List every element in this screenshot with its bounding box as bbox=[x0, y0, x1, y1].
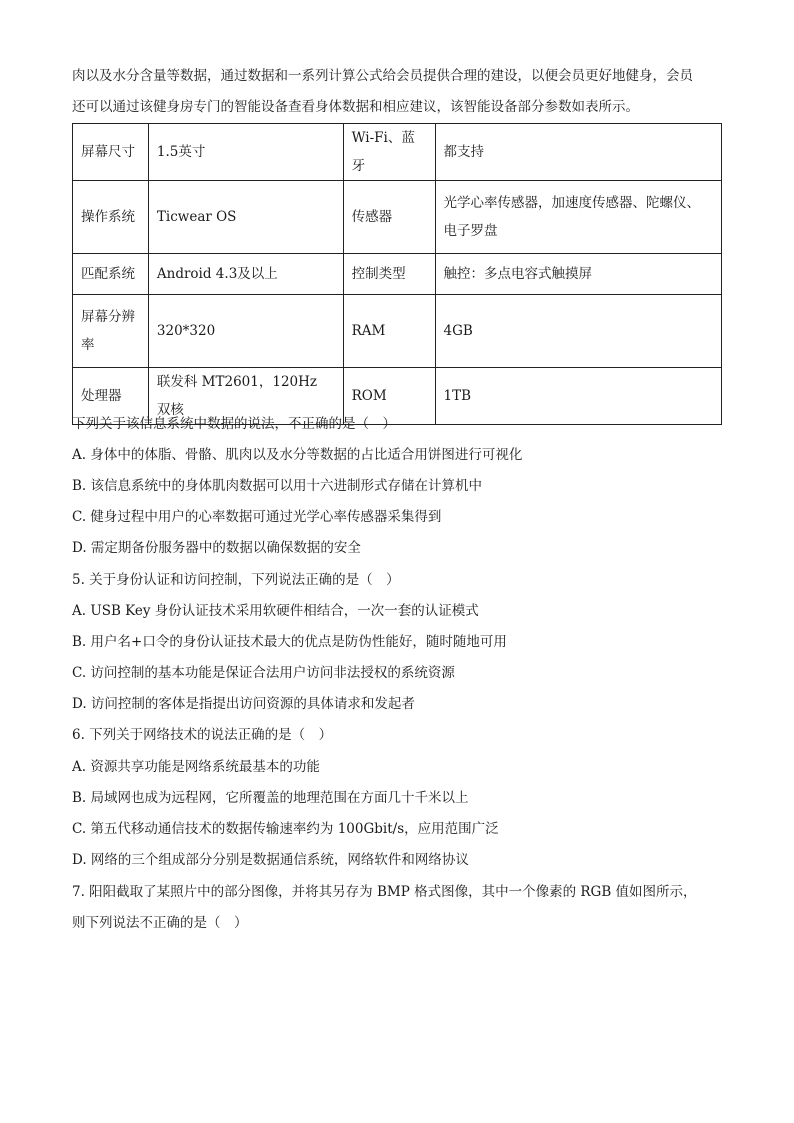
intro-line-2: 还可以通过该健身房专门的智能设备查看身体数据和相应建议，该智能设备部分参数如表所示。 bbox=[72, 99, 639, 115]
table-cell-key: RAM bbox=[343, 295, 435, 368]
table-cell-key: 匹配系统 bbox=[73, 254, 149, 295]
question-4-option-b: B. 该信息系统中的身体肌肉数据可以用十六进制形式存储在计算机中 bbox=[72, 478, 483, 494]
table-cell-key: 屏幕尺寸 bbox=[73, 124, 149, 181]
question-4-option-d: D. 需定期备份服务器中的数据以确保数据的安全 bbox=[72, 540, 361, 556]
question-5-option-c: C. 访问控制的基本功能是保证合法用户访问非法授权的系统资源 bbox=[72, 665, 455, 681]
question-6-option-a: A. 资源共享功能是网络系统最基本的功能 bbox=[72, 759, 320, 775]
question-6-option-c: C. 第五代移动通信技术的数据传输速率约为 100Gbit/s，应用范围广泛 bbox=[72, 821, 499, 837]
question-7-line-1: 7. 阳阳截取了某照片中的部分图像，并将其另存为 BMP 格式图像，其中一个像素的 RGB 值如图所示， bbox=[72, 884, 697, 900]
table-cell-value: 4GB bbox=[435, 295, 721, 368]
question-5-stem: 5. 关于身份认证和访问控制，下列说法正确的是（ ） bbox=[72, 572, 400, 588]
table-cell-value: 都支持 bbox=[435, 124, 721, 181]
table-cell-key: 处理器 bbox=[73, 368, 149, 425]
question-4-option-c: C. 健身过程中用户的心率数据可通过光学心率传感器采集得到 bbox=[72, 509, 442, 525]
question-4-stem: 下列关于该信息系统中数据的说法，不正确的是（ ） bbox=[72, 416, 396, 432]
spec-table bbox=[72, 123, 722, 425]
table-cell-value: 光学心率传感器，加速度传感器、陀螺仪、电子罗盘 bbox=[435, 181, 721, 254]
table-cell-value: 320*320 bbox=[148, 295, 343, 368]
table-row bbox=[73, 254, 722, 295]
table-cell-value: Ticwear OS bbox=[148, 181, 343, 254]
question-5-option-b: B. 用户名+口令的身份认证技术最大的优点是防伪性能好，随时随地可用 bbox=[72, 634, 507, 650]
table-cell-key: 控制类型 bbox=[343, 254, 435, 295]
table-cell-key: 传感器 bbox=[343, 181, 435, 254]
table-cell-key: ROM bbox=[343, 368, 435, 425]
table-cell-value: 触控：多点电容式触摸屏 bbox=[435, 254, 721, 295]
question-6-option-b: B. 局域网也成为远程网，它所覆盖的地理范围在方面几十千米以上 bbox=[72, 790, 469, 806]
table-cell-key: 操作系统 bbox=[73, 181, 149, 254]
table-row bbox=[73, 124, 722, 181]
table-cell-key: 屏幕分辨率 bbox=[73, 295, 149, 368]
table-row bbox=[73, 181, 722, 254]
question-6-option-d: D. 网络的三个组成部分分别是数据通信系统，网络软件和网络协议 bbox=[72, 852, 469, 868]
table-cell-value: 1.5英寸 bbox=[148, 124, 343, 181]
question-4-option-a: A. 身体中的体脂、骨骼、肌肉以及水分等数据的占比适合用饼图进行可视化 bbox=[72, 447, 523, 463]
question-5-option-a: A. USB Key 身份认证技术采用软硬件相结合，一次一套的认证模式 bbox=[72, 603, 479, 619]
table-cell-key: Wi-Fi、蓝牙 bbox=[343, 124, 435, 181]
table-cell-value: 联发科 MT2601，120Hz 双核 bbox=[148, 368, 343, 425]
question-6-stem: 6. 下列关于网络技术的说法正确的是（ ） bbox=[72, 727, 333, 743]
table-cell-value: Android 4.3及以上 bbox=[148, 254, 343, 295]
question-7-line-2: 则下列说法不正确的是（ ） bbox=[72, 915, 248, 931]
table-cell-value: 1TB bbox=[435, 368, 721, 425]
question-5-option-d: D. 访问控制的客体是指提出访问资源的具体请求和发起者 bbox=[72, 696, 415, 712]
table-row bbox=[73, 295, 722, 368]
intro-line-1: 肉以及水分含量等数据，通过数据和一系列计算公式给会员提供合理的建设，以便会员更好地健身，会员 bbox=[72, 68, 693, 84]
